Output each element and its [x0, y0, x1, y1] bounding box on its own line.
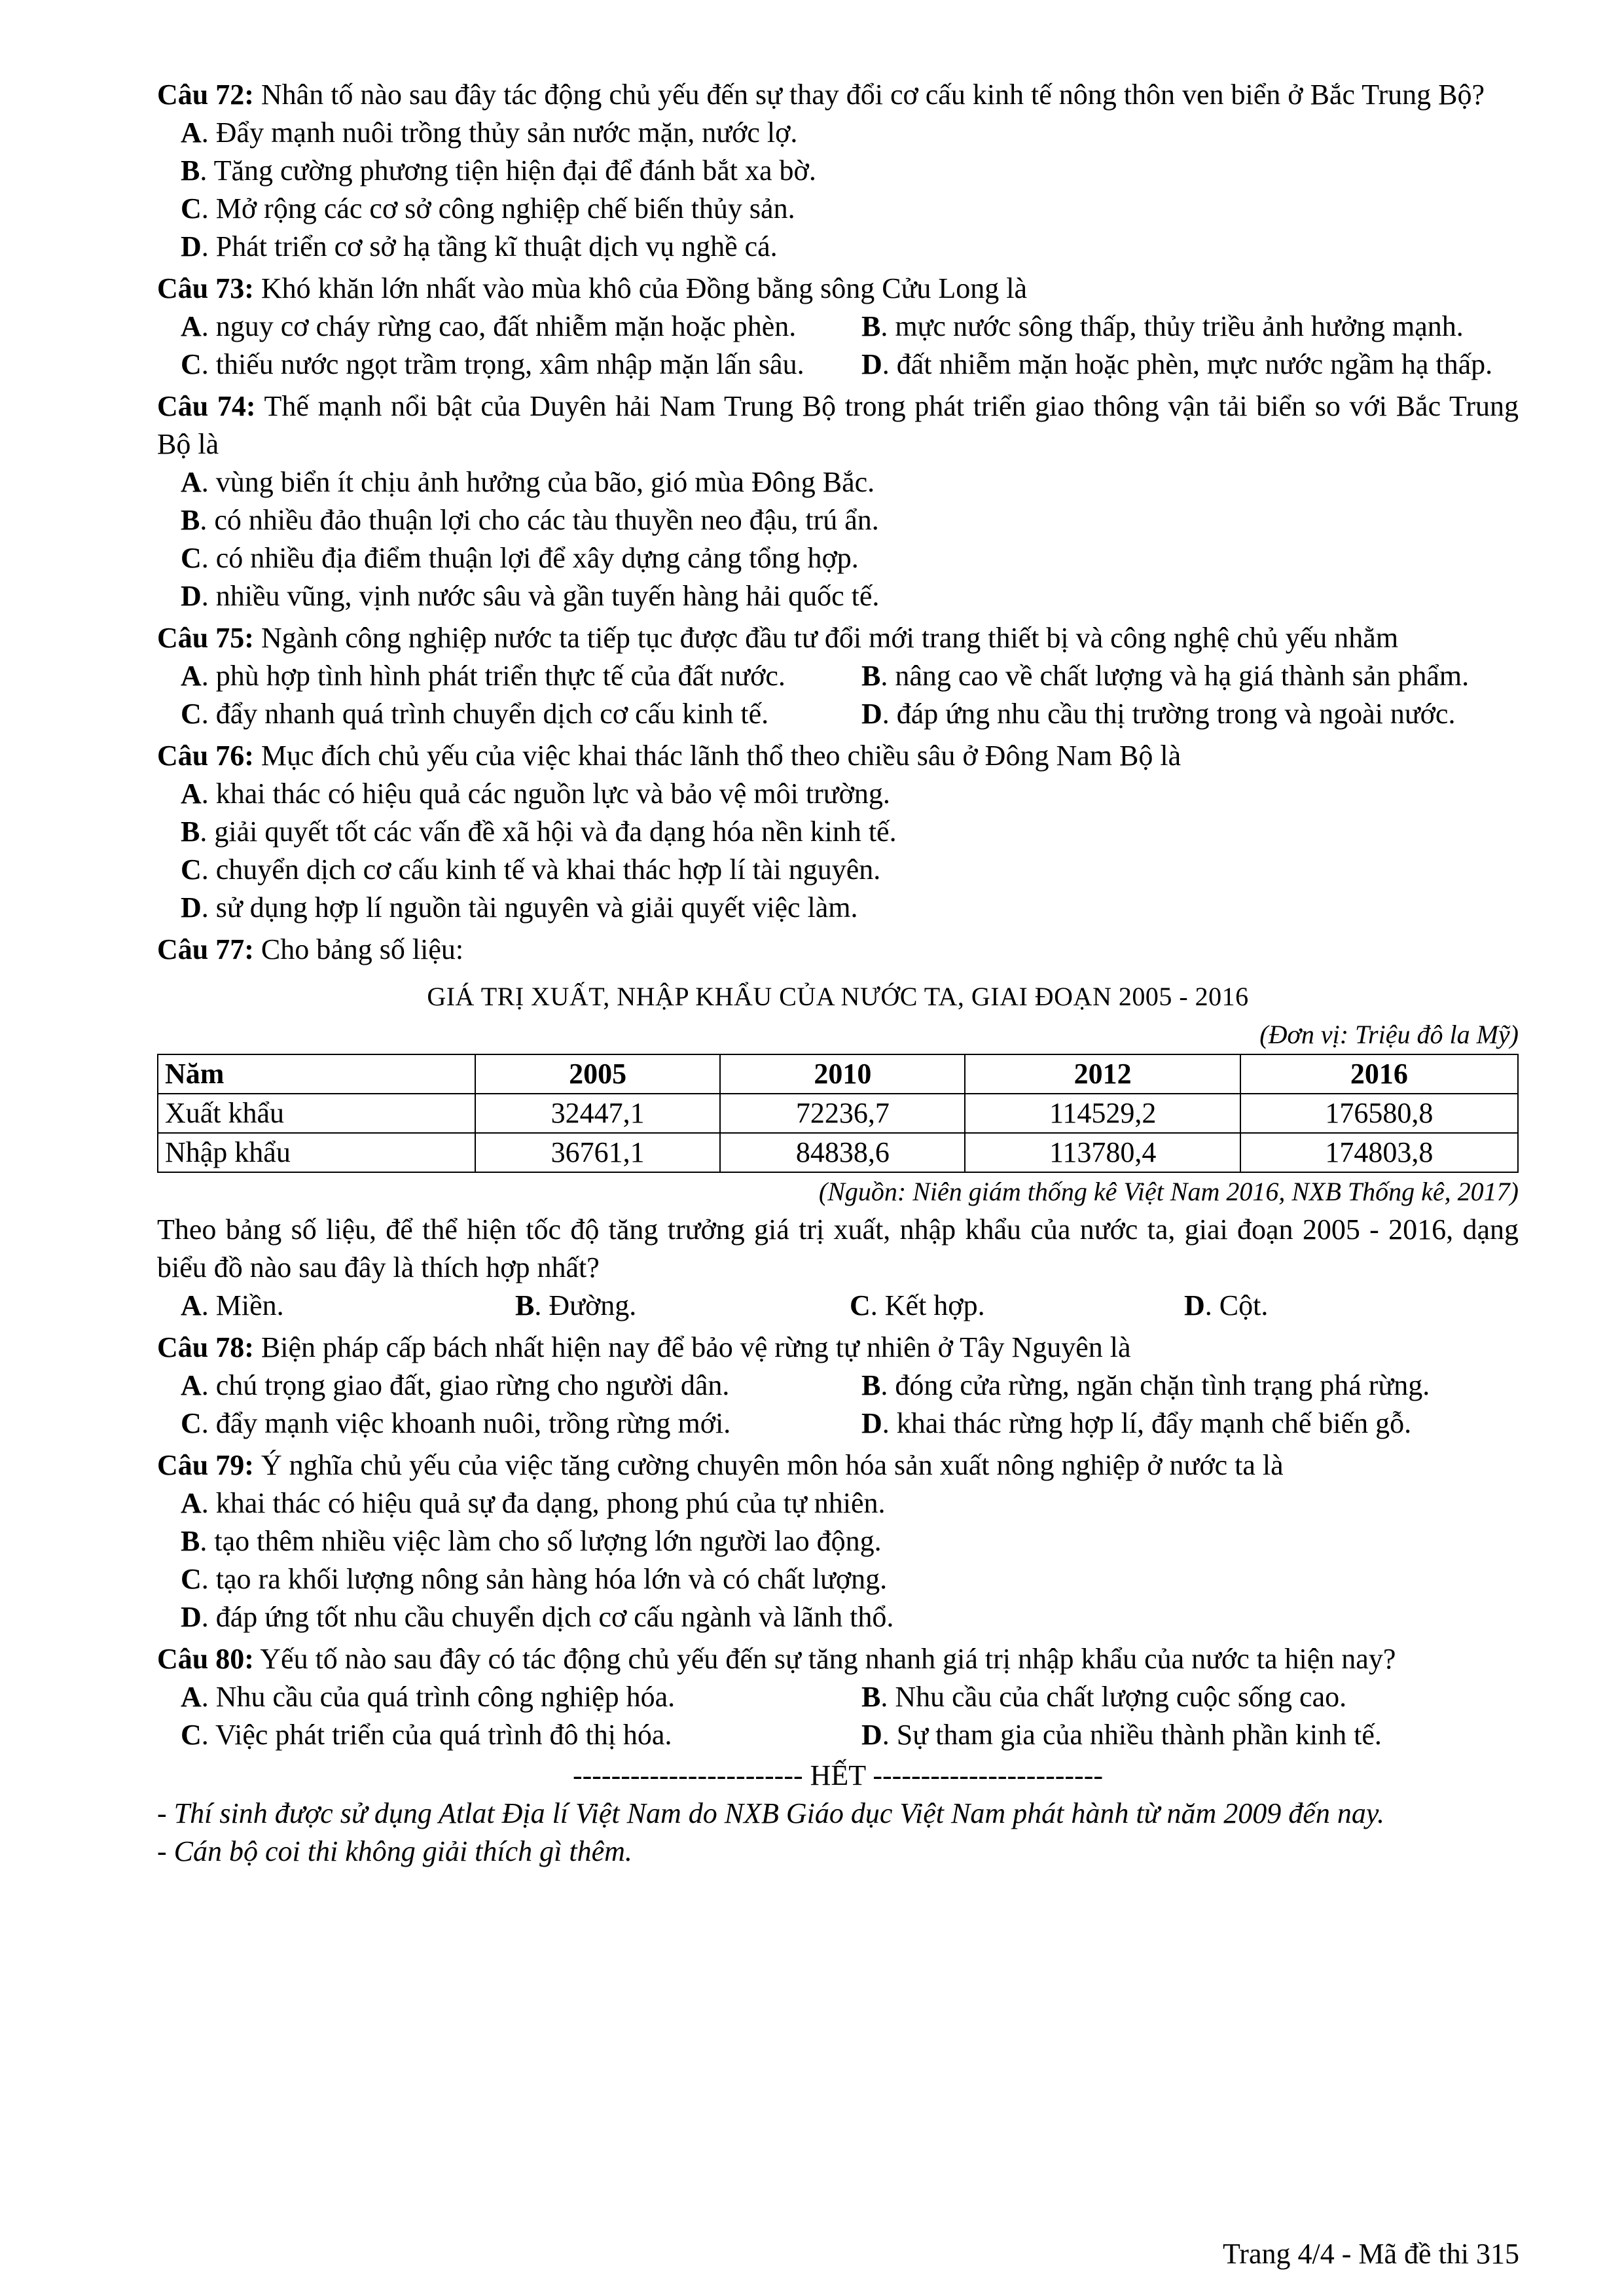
option-a: A. Nhu cầu của quá trình công nghiệp hóa.: [181, 1681, 676, 1713]
question-stem: [157, 1640, 1519, 1678]
option-a: A. Đẩy mạnh nuôi trồng thủy sản nước mặn, nước lợ.: [181, 117, 798, 149]
question-80: [157, 1640, 1519, 1754]
option-b: B. giải quyết tốt các vấn đề xã hội và đa dạng hóa nền kinh tế.: [181, 816, 897, 848]
option-b: B. Tăng cường phương tiện hiện đại để đánh bắt xa bờ.: [181, 154, 816, 187]
option-c: C. Kết hợp.: [850, 1289, 985, 1321]
option-row: [157, 1716, 1519, 1754]
table-unit: (Đơn vị: Triệu đô la Mỹ): [1259, 1020, 1519, 1049]
option-a: A. khai thác có hiệu quả các nguồn lực và bảo vệ môi trường.: [181, 778, 890, 810]
option-d: D. Sự tham gia của nhiều thành phần kinh tế.: [861, 1719, 1382, 1751]
option-d: D. đáp ứng tốt nhu cầu chuyển dịch cơ cấu ngành và lãnh thổ.: [181, 1601, 894, 1633]
table-source: (Nguồn: Niên giám thống kê Việt Nam 2016, NXB Thống kê, 2017): [818, 1177, 1519, 1206]
option-d: D. sử dụng hợp lí nguồn tài nguyên và giải quyết việc làm.: [181, 891, 858, 924]
option-row: [157, 1678, 1519, 1716]
table-cell: 36761,1: [475, 1133, 720, 1172]
option-a: A. Miền.: [181, 1289, 284, 1321]
table-header-cell: Năm: [158, 1054, 475, 1094]
question-label: Câu 75:: [157, 622, 254, 654]
question-stem: [157, 270, 1519, 308]
option-c: C. tạo ra khối lượng nông sản hàng hóa lớn và có chất lượng.: [181, 1563, 888, 1595]
table-header-cell: 2010: [720, 1054, 965, 1094]
table-header-cell: 2012: [965, 1054, 1240, 1094]
option-c: C. chuyển dịch cơ cấu kinh tế và khai thác hợp lí tài nguyên.: [181, 853, 881, 886]
question-73: [157, 270, 1519, 384]
question-75: [157, 619, 1519, 733]
option-row: [157, 695, 1519, 733]
exam-note: - Thí sinh được sử dụng Atlat Địa lí Việt Nam do NXB Giáo dục Việt Nam phát hành từ năm 2009 đến nay.: [157, 1797, 1384, 1829]
exam-page: [157, 72, 1519, 1871]
page-footer: Trang 4/4 - Mã đề thi 315: [1222, 2238, 1519, 2270]
question-stem: [157, 619, 1519, 657]
question-stem: [157, 737, 1519, 775]
table-header-row: [158, 1054, 1518, 1094]
question-77: [157, 931, 1519, 1325]
option-row: [157, 1367, 1519, 1405]
table-header-cell: 2016: [1240, 1054, 1518, 1094]
table-cell: 72236,7: [720, 1094, 965, 1133]
question-text: Nhân tố nào sau đây tác động chủ yếu đến sự thay đổi cơ cấu kinh tế nông thôn ven biển ở Bắc Trung Bộ?: [261, 79, 1485, 111]
option-row: [157, 1405, 1519, 1443]
question-label: Câu 76:: [157, 740, 254, 772]
table-cell: Nhập khẩu: [158, 1133, 475, 1172]
option-d: D. đất nhiễm mặn hoặc phèn, mực nước ngầm hạ thấp.: [861, 348, 1493, 380]
question-label: Câu 73:: [157, 272, 254, 304]
question-text: Khó khăn lớn nhất vào mùa khô của Đồng bằng sông Cửu Long là: [261, 272, 1028, 304]
option-c: C. thiếu nước ngọt trầm trọng, xâm nhập mặn lấn sâu.: [181, 348, 804, 380]
option-row: [157, 346, 1519, 384]
option-d: D. đáp ứng nhu cầu thị trường trong và ngoài nước.: [861, 698, 1456, 730]
end-mark: ------------------------ HẾT ------------------------: [572, 1759, 1104, 1791]
table-cell: 174803,8: [1240, 1133, 1518, 1172]
option-b: B. đóng cửa rừng, ngăn chặn tình trạng phá rừng.: [861, 1369, 1430, 1401]
option-d: D. Cột.: [1184, 1289, 1269, 1321]
option-a: A. chú trọng giao đất, giao rừng cho người dân.: [181, 1369, 730, 1401]
option-a: A. nguy cơ cháy rừng cao, đất nhiễm mặn hoặc phèn.: [181, 310, 797, 342]
question-label: Câu 79:: [157, 1449, 254, 1481]
option-b: B. mực nước sông thấp, thủy triều ảnh hưởng mạnh.: [861, 310, 1464, 342]
option-a: A. phù hợp tình hình phát triển thực tế của đất nước.: [181, 660, 785, 692]
option-row: [157, 308, 1519, 346]
question-stem: [157, 387, 1519, 463]
question-74: [157, 387, 1519, 615]
question-76: [157, 737, 1519, 927]
question-stem: [157, 1446, 1519, 1484]
option-b: B. Nhu cầu của chất lượng cuộc sống cao.: [861, 1681, 1347, 1713]
question-followup: Theo bảng số liệu, để thể hiện tốc độ tăng trưởng giá trị xuất, nhập khẩu của nước ta, giai đoạn 2005 - 2016, dạng biểu đồ nào sau đây là thích hợp nhất?: [157, 1213, 1519, 1283]
question-78: [157, 1329, 1519, 1443]
question-label: Câu 74:: [157, 390, 256, 422]
exam-note: - Cán bộ coi thi không giải thích gì thêm.: [157, 1835, 632, 1867]
table-cell: 84838,6: [720, 1133, 965, 1172]
option-a: A. vùng biển ít chịu ảnh hưởng của bão, gió mùa Đông Bắc.: [181, 466, 875, 498]
option-a: A. khai thác có hiệu quả sự đa dạng, phong phú của tự nhiên.: [181, 1487, 886, 1519]
option-d: D. Phát triển cơ sở hạ tầng kĩ thuật dịch vụ nghề cá.: [181, 230, 778, 262]
option-row: [157, 1287, 1519, 1325]
question-label: Câu 77:: [157, 933, 254, 965]
question-text: Thế mạnh nổi bật của Duyên hải Nam Trung Bộ trong phát triển giao thông vận tải biển so với Bắc Trung Bộ là: [157, 390, 1519, 460]
option-c: C. có nhiều địa điểm thuận lợi để xây dựng cảng tổng hợp.: [181, 542, 859, 574]
option-c: C. đẩy nhanh quá trình chuyển dịch cơ cấu kinh tế.: [181, 698, 769, 730]
table-row: [158, 1094, 1518, 1133]
table-title: GIÁ TRỊ XUẤT, NHẬP KHẨU CỦA NƯỚC TA, GIAI ĐOẠN 2005 - 2016: [427, 982, 1249, 1011]
option-d: D. nhiều vũng, vịnh nước sâu và gần tuyến hàng hải quốc tế.: [181, 580, 880, 612]
question-72: [157, 76, 1519, 266]
question-stem: [157, 931, 1519, 969]
question-label: Câu 80:: [157, 1643, 254, 1675]
table-row: [158, 1133, 1518, 1172]
question-text: Ý nghĩa chủ yếu của việc tăng cường chuyên môn hóa sản xuất nông nghiệp ở nước ta là: [261, 1449, 1284, 1481]
table-cell: 113780,4: [965, 1133, 1240, 1172]
data-table: [157, 1054, 1519, 1173]
option-c: C. Mở rộng các cơ sở công nghiệp chế biến thủy sản.: [181, 192, 795, 224]
table-cell: 176580,8: [1240, 1094, 1518, 1133]
question-79: [157, 1446, 1519, 1636]
question-text: Cho bảng số liệu:: [261, 933, 464, 965]
question-stem: [157, 76, 1519, 114]
option-row: [157, 657, 1519, 695]
question-stem: [157, 1329, 1519, 1367]
question-label: Câu 72:: [157, 79, 254, 111]
table-header-cell: 2005: [475, 1054, 720, 1094]
table-cell: 32447,1: [475, 1094, 720, 1133]
option-b: B. tạo thêm nhiều việc làm cho số lượng lớn người lao động.: [181, 1525, 882, 1557]
question-text: Ngành công nghiệp nước ta tiếp tục được đầu tư đổi mới trang thiết bị và công nghệ chủ yếu nhằm: [261, 622, 1399, 654]
option-d: D. khai thác rừng hợp lí, đẩy mạnh chế biến gỗ.: [861, 1407, 1412, 1439]
question-text: Yếu tố nào sau đây có tác động chủ yếu đến sự tăng nhanh giá trị nhập khẩu của nước ta hiện nay?: [260, 1643, 1396, 1675]
option-c: C. đẩy mạnh việc khoanh nuôi, trồng rừng mới.: [181, 1407, 731, 1439]
question-label: Câu 78:: [157, 1331, 254, 1363]
option-b: B. có nhiều đảo thuận lợi cho các tàu thuyền neo đậu, trú ẩn.: [181, 504, 879, 536]
question-text: Mục đích chủ yếu của việc khai thác lãnh thổ theo chiều sâu ở Đông Nam Bộ là: [261, 740, 1182, 772]
table-cell: 114529,2: [965, 1094, 1240, 1133]
question-text: Biện pháp cấp bách nhất hiện nay để bảo vệ rừng tự nhiên ở Tây Nguyên là: [261, 1331, 1131, 1363]
option-b: B. Đường.: [515, 1289, 637, 1321]
option-c: C. Việc phát triển của quá trình đô thị hóa.: [181, 1719, 672, 1751]
table-cell: Xuất khẩu: [158, 1094, 475, 1133]
option-b: B. nâng cao về chất lượng và hạ giá thành sản phẩm.: [861, 660, 1470, 692]
